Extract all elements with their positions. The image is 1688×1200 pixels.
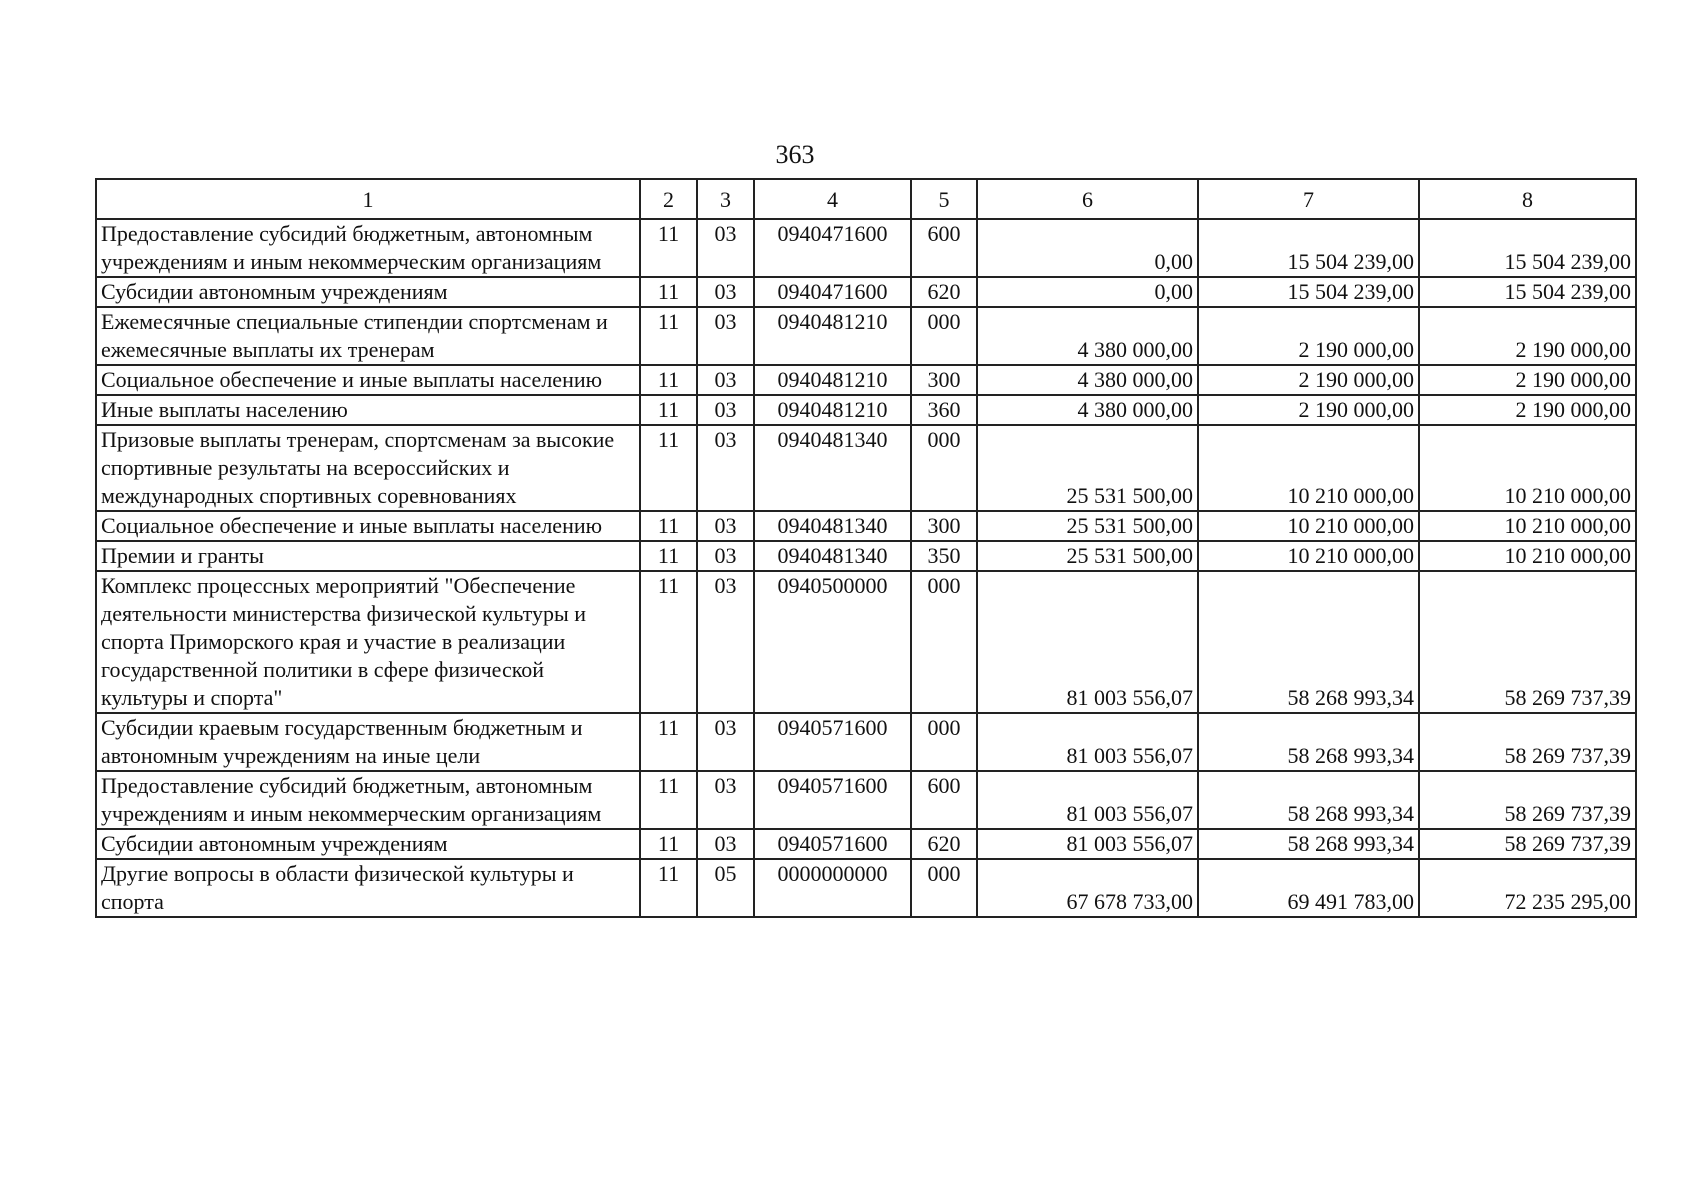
row-name: Ежемесячные специальные стипендии спортсменам и ежемесячные выплаты их тренерам <box>96 307 640 365</box>
row-expense-type: 000 <box>911 713 977 771</box>
row-section: 11 <box>640 511 697 541</box>
row-amount-6: 81 003 556,07 <box>977 713 1198 771</box>
row-target-code: 0940481210 <box>754 307 911 365</box>
row-name: Субсидии автономным учреждениям <box>96 277 640 307</box>
row-subsection: 03 <box>697 219 754 277</box>
row-amount-6: 0,00 <box>977 219 1198 277</box>
table-row <box>96 571 1636 713</box>
row-section: 11 <box>640 395 697 425</box>
row-expense-type: 350 <box>911 541 977 571</box>
row-amount-8: 10 210 000,00 <box>1419 511 1636 541</box>
row-amount-7: 58 268 993,34 <box>1198 713 1419 771</box>
row-amount-6: 4 380 000,00 <box>977 395 1198 425</box>
row-amount-8: 2 190 000,00 <box>1419 365 1636 395</box>
row-section: 11 <box>640 425 697 511</box>
column-header: 4 <box>754 179 911 219</box>
row-amount-7: 2 190 000,00 <box>1198 365 1419 395</box>
row-target-code: 0940571600 <box>754 771 911 829</box>
table-row <box>96 365 1636 395</box>
table-row <box>96 219 1636 277</box>
row-subsection: 03 <box>697 395 754 425</box>
row-subsection: 05 <box>697 859 754 917</box>
row-amount-8: 15 504 239,00 <box>1419 219 1636 277</box>
row-subsection: 03 <box>697 541 754 571</box>
table-row <box>96 859 1636 917</box>
row-amount-8: 2 190 000,00 <box>1419 307 1636 365</box>
row-target-code: 0940481340 <box>754 511 911 541</box>
row-amount-8: 15 504 239,00 <box>1419 277 1636 307</box>
row-amount-7: 15 504 239,00 <box>1198 219 1419 277</box>
row-amount-8: 72 235 295,00 <box>1419 859 1636 917</box>
row-subsection: 03 <box>697 713 754 771</box>
row-amount-6: 81 003 556,07 <box>977 771 1198 829</box>
table-row <box>96 425 1636 511</box>
table-row <box>96 307 1636 365</box>
row-subsection: 03 <box>697 277 754 307</box>
row-section: 11 <box>640 277 697 307</box>
row-amount-8: 2 190 000,00 <box>1419 395 1636 425</box>
row-name: Призовые выплаты тренерам, спортсменам за высокие спортивные результаты на всероссийских и международных спортивных соревнованиях <box>96 425 640 511</box>
row-target-code: 0940481340 <box>754 425 911 511</box>
row-target-code: 0940571600 <box>754 713 911 771</box>
row-amount-8: 10 210 000,00 <box>1419 425 1636 511</box>
table-row <box>96 277 1636 307</box>
row-target-code: 0940481210 <box>754 395 911 425</box>
row-expense-type: 000 <box>911 571 977 713</box>
row-expense-type: 000 <box>911 307 977 365</box>
row-amount-7: 10 210 000,00 <box>1198 425 1419 511</box>
row-amount-6: 25 531 500,00 <box>977 425 1198 511</box>
row-name: Субсидии автономным учреждениям <box>96 829 640 859</box>
row-amount-8: 58 269 737,39 <box>1419 771 1636 829</box>
row-section: 11 <box>640 365 697 395</box>
column-header: 6 <box>977 179 1198 219</box>
row-section: 11 <box>640 541 697 571</box>
column-header: 1 <box>96 179 640 219</box>
row-target-code: 0000000000 <box>754 859 911 917</box>
row-section: 11 <box>640 571 697 713</box>
header-row <box>96 179 1636 219</box>
row-amount-6: 4 380 000,00 <box>977 307 1198 365</box>
row-amount-6: 25 531 500,00 <box>977 511 1198 541</box>
row-amount-7: 2 190 000,00 <box>1198 307 1419 365</box>
row-name: Комплекс процессных мероприятий "Обеспечение деятельности министерства физической культуры и спорта Приморского края и участие в реализации государственной политики в сфере физической культуры и спорта" <box>96 571 640 713</box>
row-expense-type: 620 <box>911 277 977 307</box>
row-subsection: 03 <box>697 829 754 859</box>
row-subsection: 03 <box>697 307 754 365</box>
row-amount-6: 0,00 <box>977 277 1198 307</box>
row-expense-type: 300 <box>911 365 977 395</box>
row-expense-type: 360 <box>911 395 977 425</box>
row-section: 11 <box>640 859 697 917</box>
row-amount-6: 25 531 500,00 <box>977 541 1198 571</box>
column-header: 2 <box>640 179 697 219</box>
row-amount-7: 10 210 000,00 <box>1198 511 1419 541</box>
column-header: 3 <box>697 179 754 219</box>
row-name: Предоставление субсидий бюджетным, автономным учреждениям и иным некоммерческим организациям <box>96 771 640 829</box>
row-expense-type: 620 <box>911 829 977 859</box>
row-section: 11 <box>640 713 697 771</box>
row-amount-8: 10 210 000,00 <box>1419 541 1636 571</box>
row-target-code: 0940471600 <box>754 219 911 277</box>
row-name: Предоставление субсидий бюджетным, автономным учреждениям и иным некоммерческим организациям <box>96 219 640 277</box>
row-amount-6: 81 003 556,07 <box>977 571 1198 713</box>
table-row <box>96 829 1636 859</box>
column-header: 8 <box>1419 179 1636 219</box>
row-expense-type: 300 <box>911 511 977 541</box>
row-name: Премии и гранты <box>96 541 640 571</box>
row-section: 11 <box>640 829 697 859</box>
row-amount-6: 4 380 000,00 <box>977 365 1198 395</box>
row-amount-8: 58 269 737,39 <box>1419 829 1636 859</box>
row-section: 11 <box>640 307 697 365</box>
row-amount-7: 69 491 783,00 <box>1198 859 1419 917</box>
row-section: 11 <box>640 771 697 829</box>
row-name: Социальное обеспечение и иные выплаты населению <box>96 511 640 541</box>
row-name: Субсидии краевым государственным бюджетным и автономным учреждениям на иные цели <box>96 713 640 771</box>
row-subsection: 03 <box>697 571 754 713</box>
row-name: Другие вопросы в области физической культуры и спорта <box>96 859 640 917</box>
table-row <box>96 511 1636 541</box>
row-expense-type: 000 <box>911 425 977 511</box>
row-subsection: 03 <box>697 425 754 511</box>
table-row <box>96 771 1636 829</box>
row-subsection: 03 <box>697 365 754 395</box>
row-expense-type: 600 <box>911 771 977 829</box>
row-subsection: 03 <box>697 511 754 541</box>
row-amount-7: 2 190 000,00 <box>1198 395 1419 425</box>
row-amount-7: 58 268 993,34 <box>1198 829 1419 859</box>
row-expense-type: 600 <box>911 219 977 277</box>
row-amount-8: 58 269 737,39 <box>1419 713 1636 771</box>
row-expense-type: 000 <box>911 859 977 917</box>
row-amount-7: 15 504 239,00 <box>1198 277 1419 307</box>
row-subsection: 03 <box>697 771 754 829</box>
row-amount-6: 67 678 733,00 <box>977 859 1198 917</box>
row-amount-7: 58 268 993,34 <box>1198 771 1419 829</box>
row-target-code: 0940500000 <box>754 571 911 713</box>
page-number: 363 <box>775 140 815 169</box>
budget-table <box>95 178 1637 918</box>
row-target-code: 0940481210 <box>754 365 911 395</box>
row-amount-7: 58 268 993,34 <box>1198 571 1419 713</box>
row-amount-6: 81 003 556,07 <box>977 829 1198 859</box>
row-amount-7: 10 210 000,00 <box>1198 541 1419 571</box>
table-row <box>96 541 1636 571</box>
row-section: 11 <box>640 219 697 277</box>
table-row <box>96 395 1636 425</box>
column-header: 7 <box>1198 179 1419 219</box>
row-name: Иные выплаты населению <box>96 395 640 425</box>
row-target-code: 0940481340 <box>754 541 911 571</box>
row-target-code: 0940471600 <box>754 277 911 307</box>
row-name: Социальное обеспечение и иные выплаты населению <box>96 365 640 395</box>
table-row <box>96 713 1636 771</box>
row-amount-8: 58 269 737,39 <box>1419 571 1636 713</box>
row-target-code: 0940571600 <box>754 829 911 859</box>
column-header: 5 <box>911 179 977 219</box>
